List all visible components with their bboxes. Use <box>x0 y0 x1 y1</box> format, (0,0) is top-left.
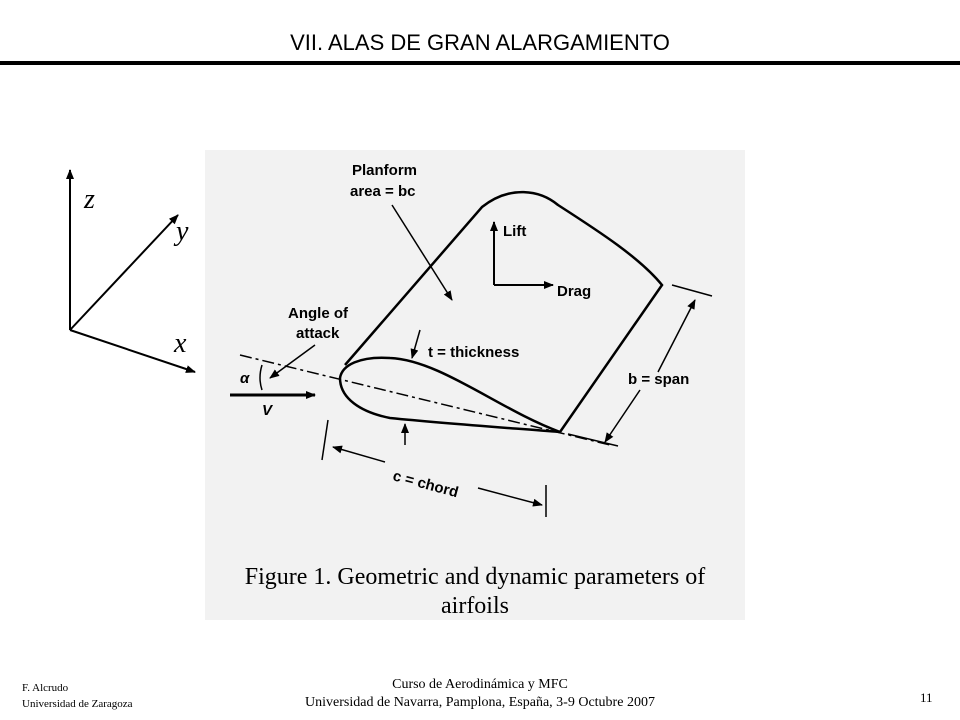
footer-venue: Universidad de Navarra, Pamplona, España, 3-9 Octubre 2007 <box>305 695 655 710</box>
figure-caption <box>205 563 745 621</box>
footer-author: F. Alcrudo <box>22 682 69 694</box>
chord-ext-left <box>322 420 328 460</box>
z-axis-label: z <box>84 184 95 215</box>
chord-arrow-left <box>333 447 385 462</box>
angle-label-line1: Angle of <box>288 305 348 322</box>
span-ext-top <box>672 285 712 296</box>
span-arrow-up <box>658 300 695 372</box>
footer-course: Curso de Aerodinámica y MFC <box>392 677 568 692</box>
alpha-arc <box>260 365 262 390</box>
span-arrow-down <box>605 390 640 442</box>
caption-line2: airfoils <box>441 593 509 619</box>
chord-line <box>240 355 610 445</box>
chord-arrow-right <box>478 488 542 505</box>
span-ext-bottom <box>568 434 618 446</box>
planform-label-line1: Planform <box>352 162 418 179</box>
velocity-label: V <box>262 402 273 419</box>
alpha-label: α <box>240 370 250 387</box>
coordinate-axes <box>70 170 195 372</box>
planform-label-line2: area = bc <box>350 183 416 200</box>
thickness-top-arrow <box>412 330 420 358</box>
airfoil-section <box>340 358 560 432</box>
footer-affiliation: Universidad de Zaragoza <box>22 698 133 710</box>
slide-title: VII. ALAS DE GRAN ALARGAMIENTO <box>290 30 670 55</box>
footer-course-block <box>0 676 960 712</box>
page-number: 11 <box>920 690 933 705</box>
chord-label: c = chord <box>390 467 461 502</box>
x-axis-label: x <box>174 328 187 359</box>
y-axis-label: y <box>176 216 189 247</box>
angle-pointer-arrow <box>270 345 315 378</box>
span-label: b = span <box>628 371 690 388</box>
lift-label: Lift <box>503 223 527 240</box>
drag-label: Drag <box>557 283 592 300</box>
wing-outline <box>340 192 662 432</box>
thickness-label: t = thickness <box>428 344 520 361</box>
angle-label-line2: attack <box>296 325 340 342</box>
caption-line1: Figure 1. Geometric and dynamic parameters of <box>244 564 706 590</box>
y-axis <box>70 215 178 330</box>
